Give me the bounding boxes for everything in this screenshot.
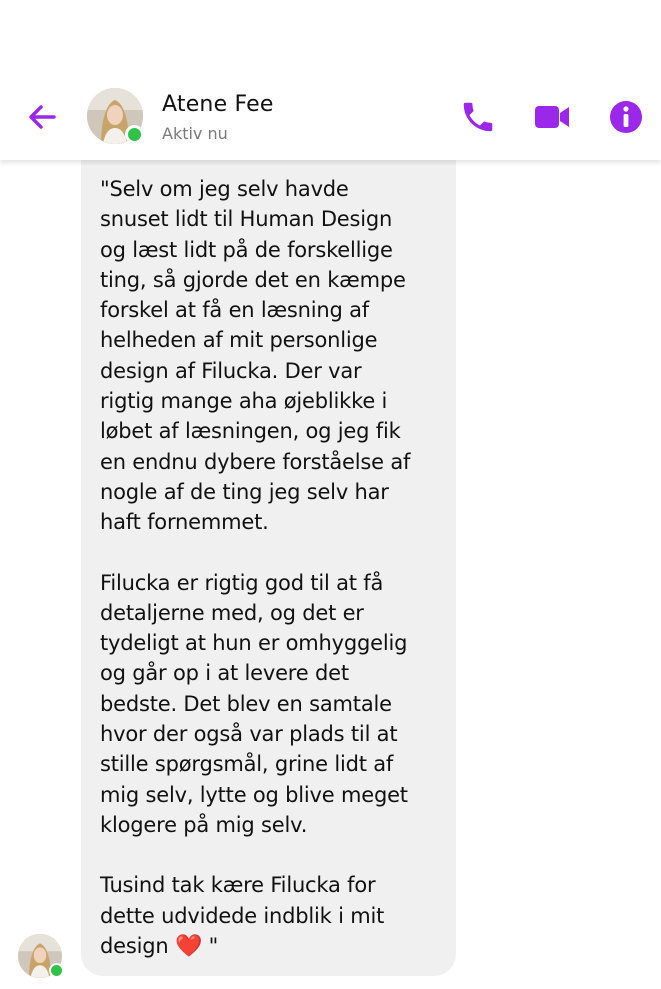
sender-avatar[interactable] — [18, 934, 62, 978]
message-paragraph-2: Filucka er rigtig god til at få detaljerne med, og det er tydeligt at hun er omhyggelig og går op i at levere det bedste. Det blev en samtale hvor der også var plads til at stille spørgsmål, grine lidt af mig selv, lytte og blive meget klogere på mig selv. — [100, 570, 408, 837]
closing-quote: " — [202, 933, 219, 958]
chat-header — [0, 72, 661, 160]
contact-avatar[interactable] — [87, 88, 143, 144]
info-button[interactable] — [607, 98, 645, 136]
video-call-button[interactable] — [533, 98, 571, 136]
contact-status: Aktiv nu — [162, 124, 228, 143]
message-bubble[interactable] — [81, 130, 456, 976]
heart-emoji-icon: ❤️ — [174, 933, 203, 959]
phone-icon — [459, 98, 497, 136]
video-camera-icon — [533, 98, 571, 136]
back-button[interactable] — [24, 98, 62, 136]
online-indicator — [125, 125, 144, 144]
message-paragraph-3 — [100, 870, 444, 962]
arrow-left-icon — [24, 98, 62, 136]
contact-name[interactable]: Atene Fee — [162, 92, 274, 117]
info-icon — [607, 98, 645, 136]
online-indicator — [49, 963, 64, 978]
message-paragraph-1: "Selv om jeg selv havde snuset lidt til Human Design og læst lidt på de forskellige ting, så gjorde det en kæmpe forskel at få en læsning af helheden af mit personlige design af Filucka. Der var rigtig mange aha øjeblikke i løbet af læsningen, og jeg fik en endnu dybere forståelse af nogle af de ting jeg selv har haft fornemmet. — [100, 177, 411, 535]
message-paragraph-3-text: Tusind tak kære Filucka for dette udvidede indblik i mit design — [100, 873, 385, 958]
call-button[interactable] — [459, 98, 497, 136]
